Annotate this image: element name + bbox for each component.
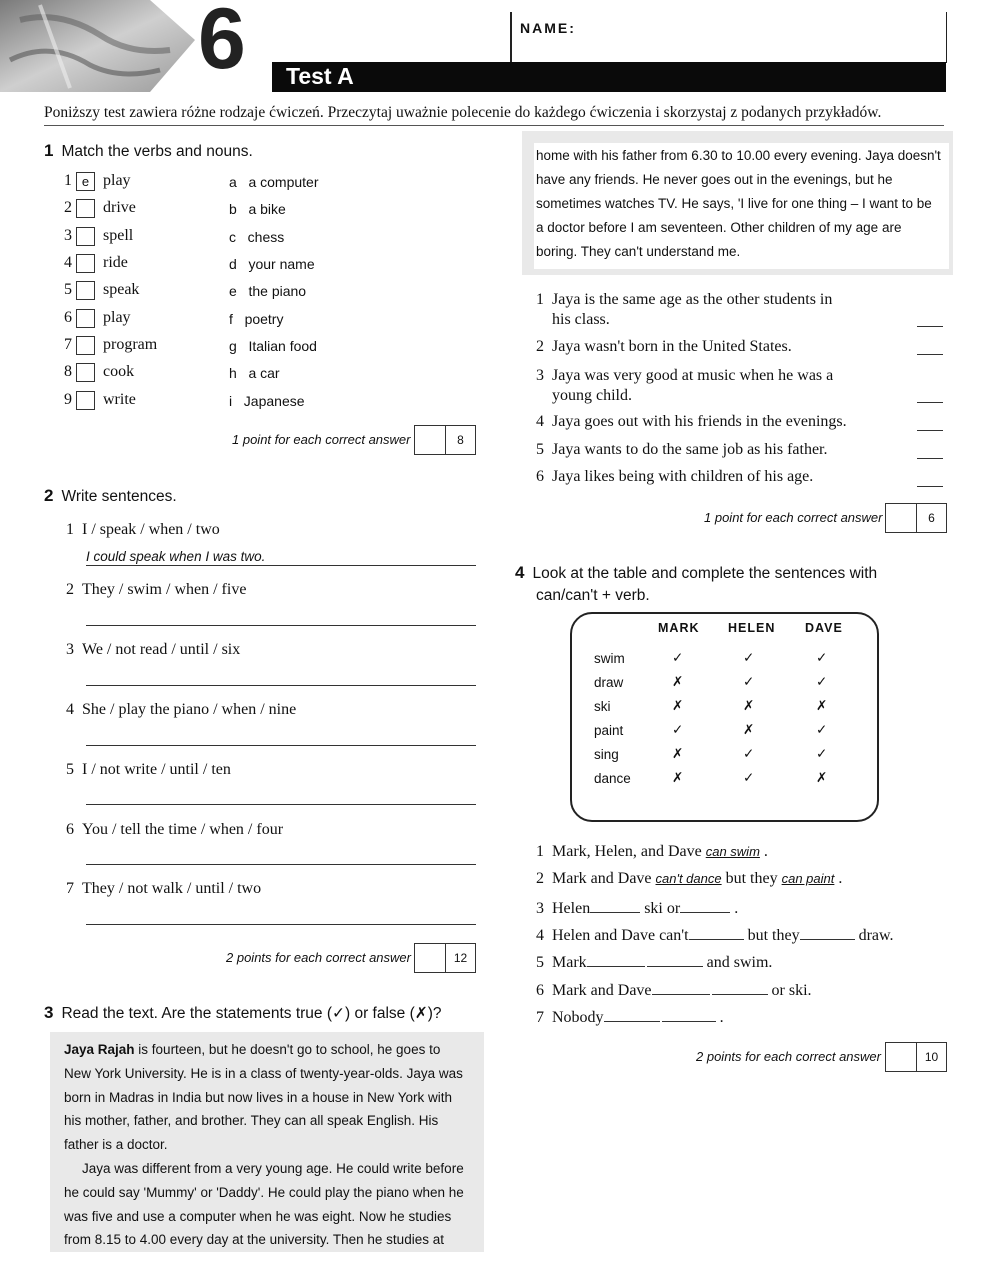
ex1-score-total: 8 (445, 426, 475, 454)
answer-line[interactable] (86, 685, 476, 686)
instructions: Poniższy test zawiera różne rodzaje ćwiczeń. Przeczytaj uważnie polecenie do każdego ćwiczenia i skorzystaj z podanych przykładów. (44, 104, 882, 121)
ex2-example: I could speak when I was two. (86, 549, 266, 564)
list-item: 4 ride (64, 254, 128, 272)
answer-box[interactable] (76, 199, 95, 218)
ex2-score-box[interactable] (414, 943, 476, 973)
list-item: 8 cook (64, 363, 135, 381)
statement: 3 Jaya was very good at music when he was a young child. (536, 367, 834, 404)
list-item: e the piano (229, 283, 307, 299)
ex2-prompt: 5 I / not write / until / ten (66, 761, 231, 778)
check-icon: ✓ (816, 746, 828, 761)
list-item: b a bike (229, 201, 286, 217)
statement: 5 Jaya wants to do the same job as his father. (536, 441, 828, 458)
ex4-score-total: 10 (916, 1043, 946, 1071)
answer-line[interactable] (86, 565, 476, 566)
list-item: 9 write (64, 391, 136, 409)
answer-line[interactable] (86, 625, 476, 626)
statement: 6 Jaya likes being with children of his age. (536, 468, 814, 485)
ex4-sentence: 3 Helen ski or . (536, 900, 739, 917)
list-item: g Italian food (229, 338, 317, 354)
ex4-sentence: 2 Mark and Dave can't dance but they can paint . (536, 870, 843, 887)
list-item: 5 speak (64, 281, 140, 299)
ex4-sentence: 1 Mark, Helen, and Dave can swim . (536, 843, 768, 860)
ex3-score-box[interactable] (885, 503, 947, 533)
table-header: DAVE (805, 621, 843, 635)
list-item: i Japanese (229, 393, 305, 409)
ex2-heading: 2 Write sentences. (44, 486, 177, 505)
table-row-label: sing (594, 747, 619, 762)
list-item: d your name (229, 256, 315, 272)
ex4-sentence: 5 Mark and swim. (536, 954, 773, 971)
ability-table-content (570, 612, 875, 818)
list-item: 1 e play (64, 172, 131, 190)
table-row-label: paint (594, 723, 624, 738)
tf-answer-line[interactable] (917, 402, 943, 403)
answer-box[interactable] (76, 391, 95, 410)
answer-box[interactable] (76, 254, 95, 273)
ex3-heading: 3 Read the text. Are the statements true (✓) or false (✗)? (44, 1003, 442, 1022)
ex1-score-box[interactable] (414, 425, 476, 455)
tf-answer-line[interactable] (917, 326, 943, 327)
answer-box[interactable]: e (76, 172, 95, 191)
check-icon: ✓ (743, 770, 755, 785)
answer-box[interactable] (76, 227, 95, 246)
table-row-label: draw (594, 675, 624, 690)
list-item: 6 play (64, 309, 131, 327)
ex3-score-label: 1 point for each correct answer (704, 510, 883, 525)
list-item: 7 program (64, 336, 158, 354)
table-header: HELEN (728, 621, 776, 635)
ex4-score-box[interactable] (885, 1042, 947, 1072)
ex4-sentence: 6 Mark and Dave or ski. (536, 982, 812, 999)
tf-answer-line[interactable] (917, 486, 943, 487)
name-box[interactable] (510, 12, 947, 63)
statement: 4 Jaya goes out with his friends in the evenings. (536, 413, 847, 430)
check-icon: ✓ (743, 674, 755, 689)
cross-icon: ✗ (816, 770, 828, 785)
answer-line[interactable] (86, 924, 476, 925)
example-answer: can swim (705, 844, 760, 859)
reading-text-cont: home with his father from 6.30 to 10.00 every evening. Jaya doesn't have any friends. He never goes out in the evenings, but he sometimes watches TV. He says, 'I live for one thing – I want to be a doctor before I am seventeen. Other children of my age are boring. They can't understand me. (536, 148, 941, 259)
ex2-prompt: 7 They / not walk / until / two (66, 880, 262, 897)
example-answer: can paint (781, 871, 835, 886)
table-row-label: ski (594, 699, 611, 714)
ex4-sentence: 7 Nobody . (536, 1009, 724, 1026)
check-icon: ✓ (816, 674, 828, 689)
list-item: f poetry (229, 311, 284, 327)
tf-answer-line[interactable] (917, 430, 943, 431)
ex4-score-label: 2 points for each correct answer (696, 1049, 881, 1064)
answer-box[interactable] (76, 281, 95, 300)
cross-icon: ✗ (672, 674, 684, 689)
check-icon: ✓ (816, 722, 828, 737)
answer-blank[interactable] (662, 1007, 716, 1022)
list-item: a a computer (229, 174, 319, 190)
tf-answer-line[interactable] (917, 354, 943, 355)
ex2-score-total: 12 (445, 944, 475, 972)
answer-blank[interactable] (712, 980, 768, 995)
ex1-heading: 1 Match the verbs and nouns. (44, 141, 253, 160)
answer-line[interactable] (86, 745, 476, 746)
ex2-prompt: 6 You / tell the time / when / four (66, 821, 284, 838)
answer-blank[interactable] (680, 898, 730, 913)
tf-answer-line[interactable] (917, 458, 943, 459)
cross-icon: ✗ (816, 698, 828, 713)
ex2-prompt: 3 We / not read / until / six (66, 641, 241, 658)
reading-name: Jaya Rajah (64, 1042, 135, 1057)
answer-box[interactable] (76, 363, 95, 382)
statement: 2 Jaya wasn't born in the United States. (536, 338, 792, 355)
answer-blank[interactable] (590, 898, 640, 913)
ex2-prompt: 2 They / swim / when / five (66, 581, 247, 598)
answer-line[interactable] (86, 864, 476, 865)
title-bar (272, 62, 946, 92)
check-icon: ✓ (672, 722, 684, 737)
unit-number: 6 (198, 0, 246, 87)
statement: 1 Jaya is the same age as the other students in his class. (536, 291, 833, 328)
name-label: NAME: (520, 20, 576, 36)
answer-box[interactable] (76, 336, 95, 355)
divider (44, 125, 944, 126)
cross-icon: ✗ (672, 746, 684, 761)
example-answer: can't dance (655, 871, 722, 886)
cross-icon: ✗ (672, 770, 684, 785)
table-row-label: swim (594, 651, 625, 666)
answer-blank[interactable] (689, 925, 744, 940)
ex4-sentence: 4 Helen and Dave can't but they draw. (536, 927, 894, 944)
answer-line[interactable] (86, 804, 476, 805)
page-title: Test A (286, 63, 354, 89)
check-icon: ✓ (816, 650, 828, 665)
ex4-heading: 4 Look at the table and complete the sentences with can/can't + verb. (515, 563, 878, 604)
reading-text: Jaya Rajah is fourteen, but he doesn't go to school, he goes to New York University. He is in a class of twenty-year-olds. Jaya was born in Madras in India but now lives in a house in New York with his mother, father, and brother. They can all speak English. His father is a doctor. Jaya was different from a very young age. He could write before he could say 'Mummy' or 'Daddy'. He could play the piano when he was five and use a computer when he was eight. Now he studies from 8.15 to 4.00 every day at the university. Then he studies at (64, 1042, 464, 1248)
answer-blank[interactable] (587, 952, 645, 967)
ex2-score-label: 2 points for each correct answer (226, 950, 411, 965)
list-item: c chess (229, 229, 285, 245)
cross-icon: ✗ (743, 722, 755, 737)
table-header: MARK (658, 621, 700, 635)
table-row-label: dance (594, 771, 631, 786)
check-icon: ✓ (672, 650, 684, 665)
answer-blank[interactable] (604, 1007, 660, 1022)
ex1-score-label: 1 point for each correct answer (232, 432, 411, 447)
answer-box[interactable] (76, 309, 95, 328)
list-item: 3 spell (64, 227, 134, 245)
cross-icon: ✗ (743, 698, 755, 713)
ex2-prompt: 4 She / play the piano / when / nine (66, 701, 297, 718)
list-item: h a car (229, 365, 280, 381)
cross-icon: ✗ (672, 698, 684, 713)
answer-blank[interactable] (652, 980, 710, 995)
answer-blank[interactable] (647, 952, 703, 967)
list-item: 2 drive (64, 199, 136, 217)
check-icon: ✓ (743, 650, 755, 665)
answer-blank[interactable] (800, 925, 855, 940)
ex3-score-total: 6 (916, 504, 946, 532)
check-icon: ✓ (743, 746, 755, 761)
ex2-prompt: 1 I / speak / when / two (66, 521, 220, 538)
header-photo (0, 0, 205, 92)
